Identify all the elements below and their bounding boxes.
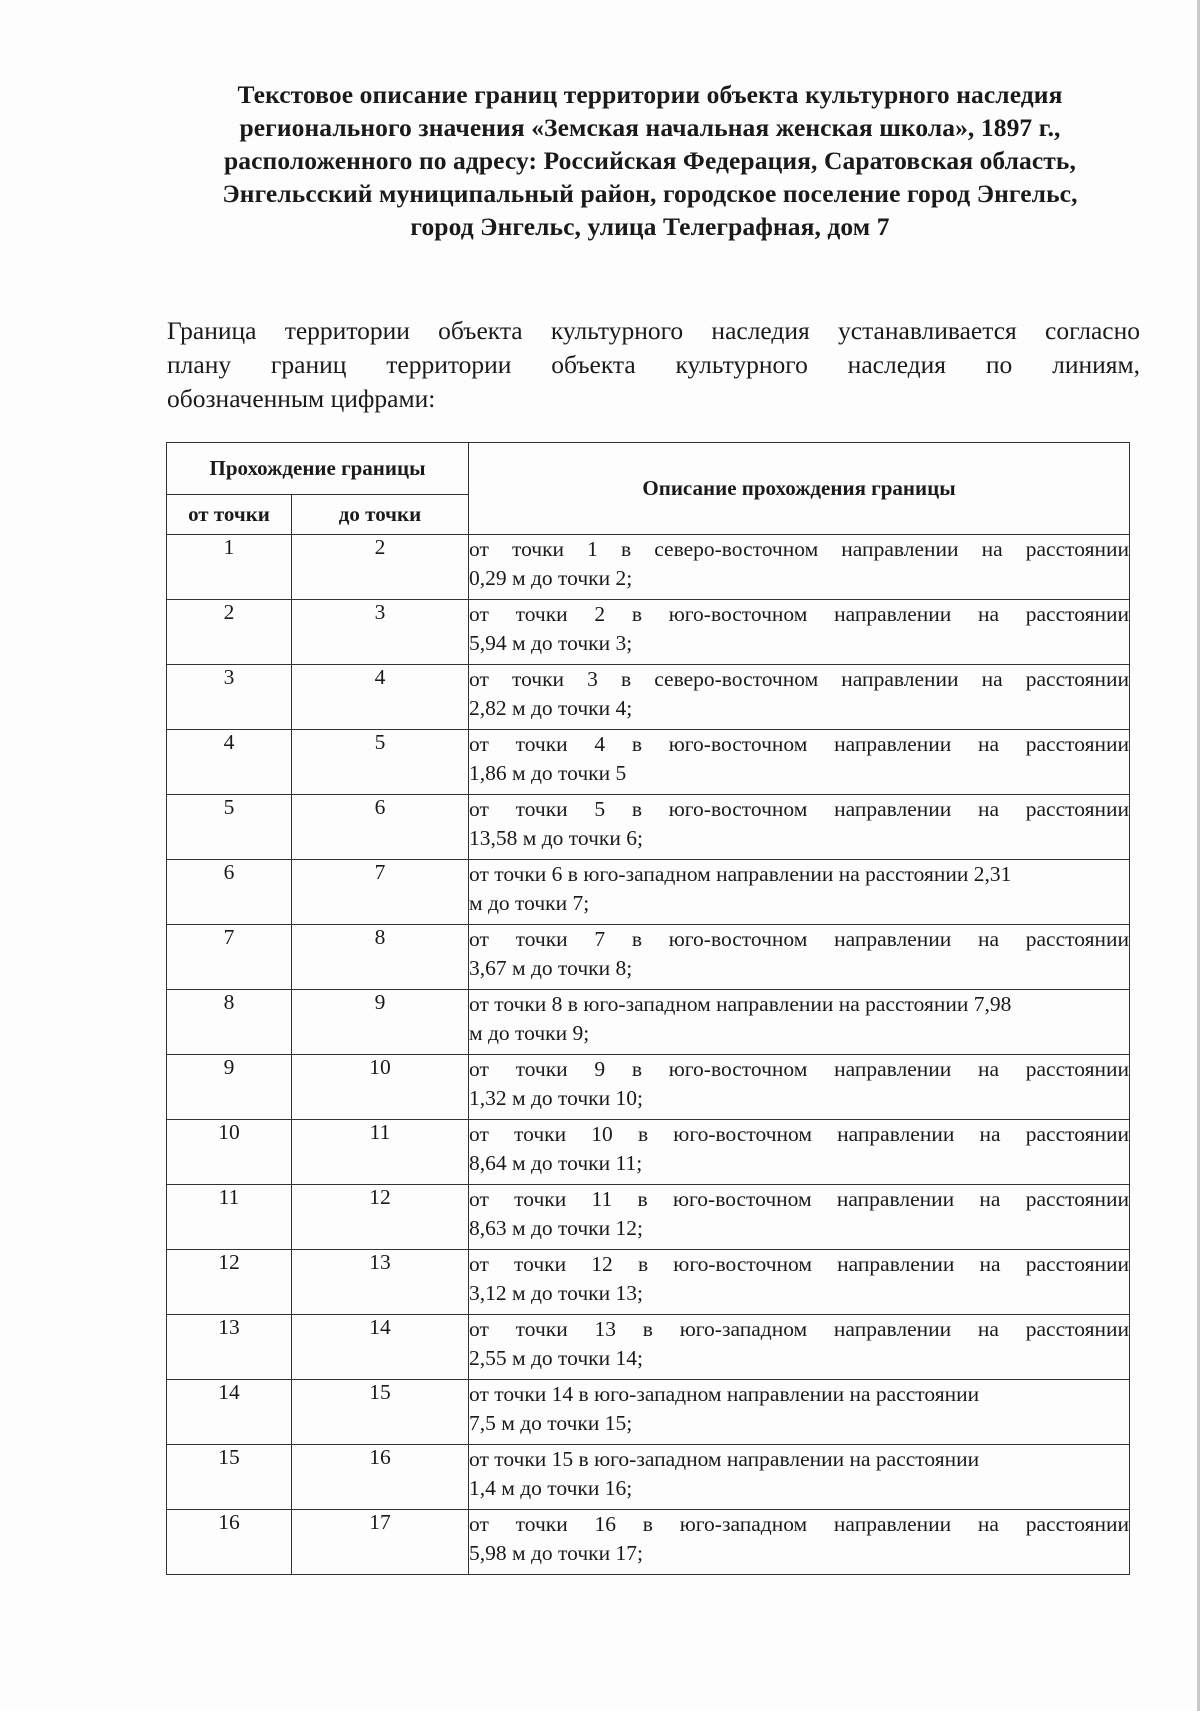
cell-to-point: 13 [292, 1250, 469, 1315]
header-boundary-passage: Прохождение границы [167, 443, 469, 495]
table-row [167, 795, 1130, 860]
cell-description [469, 730, 1130, 795]
table-row [167, 535, 1130, 600]
cell-from-point: 5 [167, 795, 292, 860]
title-line: регионального значения «Земская начальная женская школа», 1897 г., [239, 113, 1061, 142]
table-row [167, 665, 1130, 730]
cell-to-point: 6 [292, 795, 469, 860]
description-line: 8,63 м до точки 12; [469, 1216, 643, 1240]
description-line: от точки 15 в юго-западном направлении на расстоянии [469, 1447, 980, 1471]
table-row [167, 600, 1130, 665]
header-from-point: от точки [167, 495, 292, 535]
description-line: от точки 12 в юго-восточном направлении на расстоянии [469, 1252, 1129, 1276]
cell-to-point: 17 [292, 1510, 469, 1575]
header-to-point: до точки [292, 495, 469, 535]
cell-description [469, 990, 1130, 1055]
table-row [167, 1055, 1130, 1120]
cell-from-point: 12 [167, 1250, 292, 1315]
cell-to-point: 8 [292, 925, 469, 990]
table-row [167, 1445, 1130, 1510]
intro-line: обозначенным цифрами: [167, 384, 436, 413]
cell-description [469, 1185, 1130, 1250]
description-line: от точки 1 в северо-восточном направлении на расстоянии [469, 537, 1129, 561]
intro-line: плану границ территории объекта культурного наследия по линиям, [167, 350, 1140, 379]
description-line: от точки 13 в юго-западном направлении на расстоянии [469, 1317, 1129, 1341]
title-line: Энгельсский муниципальный район, городское поселение город Энгельс, [222, 179, 1078, 208]
cell-from-point: 14 [167, 1380, 292, 1445]
intro-paragraph [167, 314, 1140, 416]
cell-description [469, 665, 1130, 730]
table-row [167, 860, 1130, 925]
table-row [167, 1315, 1130, 1380]
cell-description [469, 600, 1130, 665]
cell-description [469, 1250, 1130, 1315]
cell-to-point: 15 [292, 1380, 469, 1445]
cell-from-point: 8 [167, 990, 292, 1055]
description-line: 2,55 м до точки 14; [469, 1346, 643, 1370]
cell-to-point: 3 [292, 600, 469, 665]
cell-description [469, 795, 1130, 860]
description-line: 7,5 м до точки 15; [469, 1411, 633, 1435]
cell-to-point: 14 [292, 1315, 469, 1380]
cell-to-point: 4 [292, 665, 469, 730]
cell-from-point: 6 [167, 860, 292, 925]
description-line: 5,98 м до точки 17; [469, 1541, 643, 1565]
cell-description [469, 1055, 1130, 1120]
description-line: от точки 7 в юго-восточном направлении на расстоянии [469, 927, 1129, 951]
description-line: 1,4 м до точки 16; [469, 1476, 633, 1500]
description-line: от точки 8 в юго-западном направлении на расстоянии 7,98 [469, 992, 1012, 1016]
cell-to-point: 7 [292, 860, 469, 925]
cell-to-point: 10 [292, 1055, 469, 1120]
document-title [150, 78, 1150, 243]
cell-from-point: 16 [167, 1510, 292, 1575]
table-row [167, 1185, 1130, 1250]
cell-description [469, 925, 1130, 990]
description-line: 13,58 м до точки 6; [469, 826, 643, 850]
table-row [167, 1120, 1130, 1185]
cell-to-point: 9 [292, 990, 469, 1055]
description-line: м до точки 7; [469, 891, 590, 915]
cell-description [469, 1510, 1130, 1575]
cell-from-point: 10 [167, 1120, 292, 1185]
cell-description [469, 1120, 1130, 1185]
cell-to-point: 12 [292, 1185, 469, 1250]
description-line: 0,29 м до точки 2; [469, 566, 633, 590]
cell-from-point: 13 [167, 1315, 292, 1380]
description-line: от точки 11 в юго-восточном направлении на расстоянии [469, 1187, 1129, 1211]
description-line: 1,86 м до точки 5 [469, 761, 627, 785]
cell-description [469, 1380, 1130, 1445]
cell-from-point: 7 [167, 925, 292, 990]
table-row [167, 1380, 1130, 1445]
header-description: Описание прохождения границы [469, 443, 1130, 535]
cell-from-point: 1 [167, 535, 292, 600]
cell-from-point: 2 [167, 600, 292, 665]
table-row [167, 990, 1130, 1055]
title-line: расположенного по адресу: Российская Федерация, Саратовская область, [223, 146, 1076, 175]
cell-to-point: 11 [292, 1120, 469, 1185]
cell-from-point: 9 [167, 1055, 292, 1120]
description-line: от точки 10 в юго-восточном направлении на расстоянии [469, 1122, 1129, 1146]
description-line: от точки 5 в юго-восточном направлении на расстоянии [469, 797, 1129, 821]
cell-from-point: 4 [167, 730, 292, 795]
cell-to-point: 5 [292, 730, 469, 795]
cell-description [469, 860, 1130, 925]
description-line: от точки 14 в юго-западном направлении на расстоянии [469, 1382, 980, 1406]
description-line: 2,82 м до точки 4; [469, 696, 633, 720]
description-line: от точки 9 в юго-восточном направлении на расстоянии [469, 1057, 1129, 1081]
description-line: от точки 4 в юго-восточном направлении на расстоянии [469, 732, 1129, 756]
description-line: 3,67 м до точки 8; [469, 956, 633, 980]
description-line: от точки 2 в юго-восточном направлении на расстоянии [469, 602, 1129, 626]
table-body [167, 535, 1130, 1575]
description-line: 3,12 м до точки 13; [469, 1281, 643, 1305]
table-row [167, 1510, 1130, 1575]
description-line: от точки 6 в юго-западном направлении на расстоянии 2,31 [469, 862, 1012, 886]
table-row [167, 1250, 1130, 1315]
description-line: 8,64 м до точки 11; [469, 1151, 643, 1175]
cell-description [469, 1445, 1130, 1510]
description-line: м до точки 9; [469, 1021, 590, 1045]
cell-to-point: 2 [292, 535, 469, 600]
cell-to-point: 16 [292, 1445, 469, 1510]
description-line: от точки 16 в юго-западном направлении на расстоянии [469, 1512, 1129, 1536]
description-line: от точки 3 в северо-восточном направлении на расстоянии [469, 667, 1129, 691]
table-row [167, 730, 1130, 795]
description-line: 1,32 м до точки 10; [469, 1086, 643, 1110]
cell-from-point: 3 [167, 665, 292, 730]
intro-line: Граница территории объекта культурного наследия устанавливается согласно [167, 316, 1140, 345]
description-line: 5,94 м до точки 3; [469, 631, 633, 655]
table-row [167, 925, 1130, 990]
boundary-table [166, 442, 1130, 1575]
title-line: Текстовое описание границ территории объекта культурного наследия [237, 80, 1063, 109]
cell-from-point: 15 [167, 1445, 292, 1510]
cell-from-point: 11 [167, 1185, 292, 1250]
title-line: город Энгельс, улица Телеграфная, дом 7 [410, 212, 890, 241]
cell-description [469, 535, 1130, 600]
cell-description [469, 1315, 1130, 1380]
